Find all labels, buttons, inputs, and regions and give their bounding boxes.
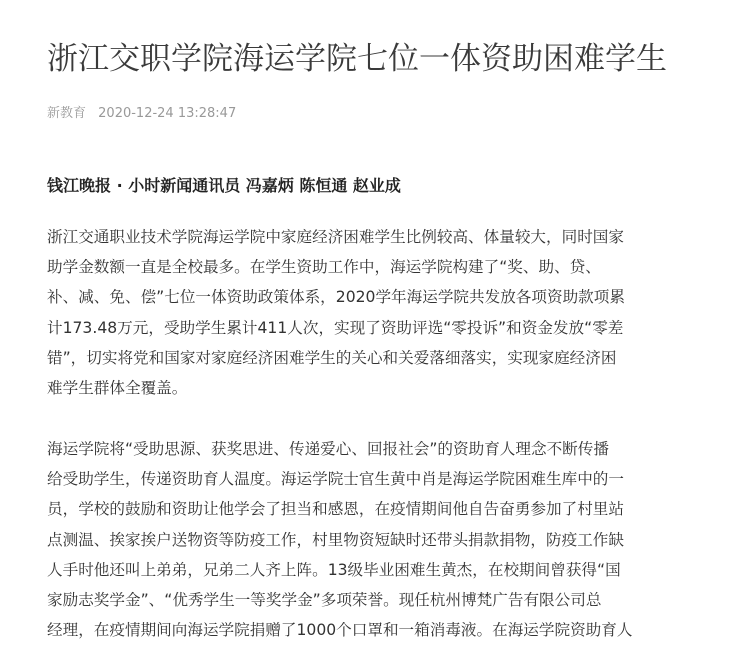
paragraph-line: 员，学校的鼓励和资助让他学会了担当和感恩，在疫情期间他自告奋勇参加了村里站 — [47, 500, 624, 519]
article-paragraph — [47, 222, 687, 403]
paragraph-line: 难学生群体全覆盖。 — [47, 379, 188, 398]
paragraph-line: 人手时他还叫上弟弟，兄弟二人齐上阵。13级毕业困难生黄杰，在校期间曾获得“国 — [47, 560, 621, 579]
paragraph-line: 海运学院将“受助思源、获奖思进、传递爱心、回报社会”的资助育人理念不断传播 — [47, 440, 609, 458]
paragraph-line: 家励志奖学金”、“优秀学生一等奖学金”多项荣誉。现任杭州博梵广告有限公司总 — [47, 591, 602, 610]
article-title: 浙江交职学院海运学院七位一体资助困难学生 — [47, 41, 667, 77]
article-meta — [47, 104, 236, 124]
paragraph-line: 给受助学生，传递资助育人温度。海运学院士官生黄中肖是海运学院困难生库中的一 — [47, 470, 624, 489]
paragraph-line: 助学金数额一直是全校最多。在学生资助工作中，海运学院构建了“奖、助、贷、 — [47, 258, 601, 277]
paragraph-line: 浙江交通职业技术学院海运学院中家庭经济困难学生比例较高、体量较大，同时国家 — [47, 228, 624, 246]
paragraph-line: 错”，切实将党和国家对家庭经济困难学生的关心和关爱落细落实，实现家庭经济困 — [47, 348, 617, 367]
paragraph-line: 补、减、免、偿”七位一体资助政策体系，2020学年海运学院共发放各项资助款项累 — [47, 288, 625, 307]
article-source: 新教育 — [47, 106, 87, 121]
paragraph-line: 计173.48万元，受助学生累计411人次，实现了资助评选“零投诉”和资金发放“零差 — [47, 318, 624, 337]
paragraph-line: 点测温、挨家挨户送物资等防疫工作，村里物资短缺时还带头捐款捐物，防疫工作缺 — [47, 530, 624, 549]
article-timestamp: 2020-12-24 13:28:47 — [98, 106, 237, 121]
article-paragraph — [47, 434, 687, 645]
paragraph-line: 经理，在疫情期间向海运学院捐赠了1000个口罩和一箱消毒液。在海运学院资助育人 — [47, 621, 633, 640]
article-byline: 钱江晚报 · 小时新闻通讯员 冯嘉炳 陈恒通 赵业成 — [47, 176, 401, 195]
